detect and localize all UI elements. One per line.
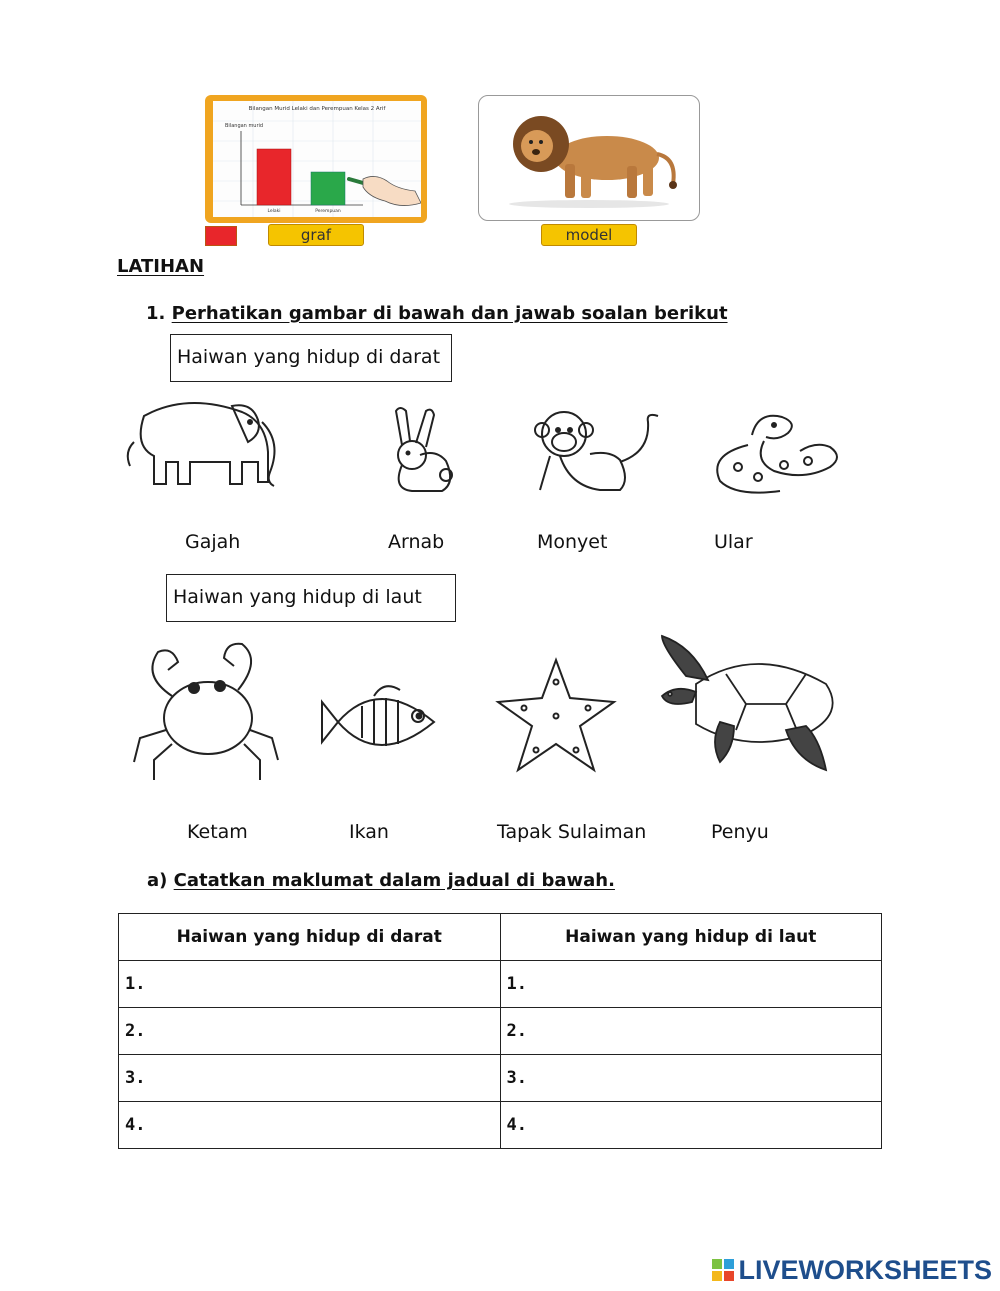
answer-cell-land-1[interactable]: 1. (119, 961, 501, 1008)
bar-lelaki (257, 149, 291, 205)
crab-icon (128, 640, 282, 786)
part-a-instruction (147, 870, 615, 891)
animal-name-penyu: Penyu (711, 821, 769, 843)
part-a-text: Catatkan maklumat dalam jadual di bawah. (173, 870, 615, 891)
table-row (119, 1102, 882, 1149)
answer-cell-sea-3[interactable]: 3. (500, 1055, 882, 1102)
animal-name-monyet: Monyet (537, 531, 608, 553)
answer-cell-sea-4[interactable]: 4. (500, 1102, 882, 1149)
animal-name-tapak-sulaiman: Tapak Sulaiman (497, 821, 647, 843)
table-row (119, 1008, 882, 1055)
graf-label: graf (268, 224, 364, 246)
monkey-icon (520, 402, 668, 498)
part-a-label: a) (147, 870, 168, 891)
fish-icon (318, 672, 452, 772)
sea-heading-box: Haiwan yang hidup di laut (166, 574, 456, 622)
question-text: Perhatikan gambar di bawah dan jawab soalan berikut (171, 303, 728, 324)
graph-ylabel: Bilangan murid (225, 123, 264, 129)
table-header-sea: Haiwan yang hidup di laut (500, 914, 882, 961)
watermark-text: LIVEWORKSHEETS (738, 1255, 992, 1285)
lion-model-picture (478, 95, 700, 221)
graph-picture (205, 95, 427, 223)
answer-table (118, 913, 882, 1149)
lion-icon (479, 96, 699, 220)
turtle-icon (656, 634, 852, 778)
answer-cell-sea-1[interactable]: 1. (500, 961, 882, 1008)
answer-cell-land-4[interactable]: 4. (119, 1102, 501, 1149)
animal-name-gajah: Gajah (185, 531, 241, 553)
answer-cell-land-2[interactable]: 2. (119, 1008, 501, 1055)
graph-category-lelaki: Lelaki (267, 209, 281, 214)
elephant-icon (122, 392, 300, 504)
liveworksheets-logo-icon (712, 1259, 734, 1281)
graph-category-perempuan: Perempuan (315, 209, 341, 214)
table-header-land: Haiwan yang hidup di darat (119, 914, 501, 961)
bar-graph-drawing (213, 101, 421, 217)
answer-cell-sea-2[interactable]: 2. (500, 1008, 882, 1055)
starfish-icon (492, 654, 622, 782)
table-row (119, 961, 882, 1008)
rabbit-icon (372, 405, 460, 497)
table-header-row (119, 914, 882, 961)
land-heading-box: Haiwan yang hidup di darat (170, 334, 452, 382)
animal-name-ikan: Ikan (349, 821, 389, 843)
liveworksheets-watermark (712, 1255, 992, 1286)
question-1 (146, 303, 728, 324)
bar-perempuan (311, 172, 345, 205)
question-number: 1. (146, 303, 166, 324)
model-label: model (541, 224, 637, 246)
animal-name-ular: Ular (714, 531, 753, 553)
table-row (119, 1055, 882, 1102)
answer-cell-land-3[interactable]: 3. (119, 1055, 501, 1102)
graph-title: Bilangan Murid Lelaki dan Perempuan Kelas 2 Arif (248, 106, 386, 112)
snake-icon (708, 405, 846, 497)
animal-name-ketam: Ketam (187, 821, 248, 843)
cropped-label-tag (205, 226, 237, 246)
animal-name-arnab: Arnab (388, 531, 445, 553)
section-title: LATIHAN (117, 256, 205, 277)
